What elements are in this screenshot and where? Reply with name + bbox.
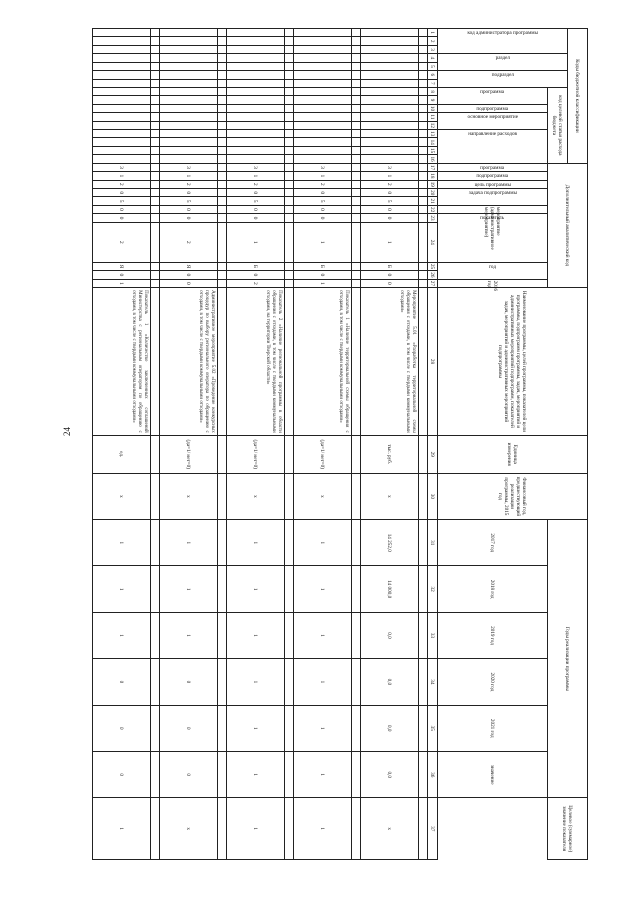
- row-name: Административное мероприятие 5.02 «Проведение конкурсных процедур по выбору регионального оператора по обращению с отходами, в том числе с твердыми коммунальными отходами»: [160, 288, 218, 436]
- row-total: 1: [93, 798, 151, 860]
- analytic-code-digit: 2: [93, 222, 151, 262]
- years-header: Годы реализации программы: [548, 520, 588, 798]
- row-fin-year: х: [93, 473, 151, 519]
- row-year-value: 1: [227, 566, 285, 612]
- row-year-value: 0,0: [361, 612, 419, 658]
- analytic-code-digit: 2: [227, 279, 285, 288]
- analytic-code-digit: Я: [93, 262, 151, 270]
- row-total: х: [160, 798, 218, 860]
- row-year-value: 1: [227, 751, 285, 797]
- analytic-code-digit: Я: [160, 262, 218, 270]
- col-num: 6: [428, 71, 438, 79]
- col-num: 14: [429, 139, 436, 145]
- col-num: 9: [428, 96, 438, 104]
- analytic-code-digit: 2: [227, 180, 285, 188]
- analytic-code-digit: 0: [227, 205, 285, 213]
- expense-code-header: код целевой статьи расхода бюджета: [548, 87, 568, 163]
- analytic-code-digit: 1: [227, 172, 285, 180]
- col-num: 20: [429, 190, 436, 196]
- spacer-row: [218, 29, 227, 860]
- analytic-code-digit: 1: [294, 222, 352, 262]
- analytic-code-digit: 1: [160, 172, 218, 180]
- y2020-header: 2020 год: [438, 659, 548, 705]
- analytic-code-digit: 0: [160, 271, 218, 279]
- row-fin-year: х: [361, 473, 419, 519]
- row-year-value: 1: [227, 520, 285, 566]
- a-program-header: программа: [480, 164, 505, 171]
- analytic-code-digit: 3: [294, 163, 352, 171]
- analytic-code-digit: 0: [93, 205, 151, 213]
- analytic-code-digit: Б: [361, 262, 419, 270]
- analytic-code-digit: 1: [93, 172, 151, 180]
- col-num: 8: [428, 87, 438, 95]
- analytic-code-digit: 3: [93, 163, 151, 171]
- row-year-value: 1: [294, 705, 352, 751]
- col-num: 32: [428, 566, 438, 612]
- col-num: 31: [428, 520, 438, 566]
- program-table: [92, 28, 588, 860]
- col-num: 35: [428, 705, 438, 751]
- row-unit: (да=1/ нет=0): [160, 435, 218, 473]
- row-year-value: 0,0: [361, 659, 419, 705]
- col-num: 28: [428, 288, 438, 436]
- analytic-code-digit: 0: [93, 189, 151, 197]
- row-name: Показатель 1 «Количество заключенных соглашений Министерства с региональным оператором по обращению с отходами, в том числе с твердыми коммунальными отходами»: [93, 288, 151, 436]
- a-subprogram-header: подпрограмма: [476, 173, 509, 180]
- row-year-value: 0: [93, 751, 151, 797]
- analytic-code-digit: 3: [227, 163, 285, 171]
- section-header: раздел: [495, 55, 510, 62]
- row-year-value: 1: [227, 705, 285, 751]
- analytic-code-digit: 2: [294, 180, 352, 188]
- row-year-value: 1: [93, 612, 151, 658]
- program-table-rotated: [92, 28, 588, 860]
- a-event-header: мероприятие (административное мероприятие): [438, 205, 548, 213]
- row-year-value: 0,0: [361, 751, 419, 797]
- spacer-row: [419, 29, 428, 860]
- col-num: 21: [429, 198, 436, 204]
- row-year-value: 1: [294, 612, 352, 658]
- row-unit: тыс. руб.: [361, 435, 419, 473]
- analytic-code-digit: 0: [227, 189, 285, 197]
- analytic-code-digit: 0: [93, 271, 151, 279]
- a-year-header: год: [488, 263, 497, 270]
- a-indicator-header: показатель: [480, 215, 505, 222]
- table-row: [93, 29, 151, 860]
- y2018-header: 2018 год: [438, 566, 548, 612]
- row-year-value: 0: [93, 705, 151, 751]
- table-row: [227, 29, 285, 860]
- analytic-code-digit: 5: [294, 197, 352, 205]
- final-header: Целевое (суммарное) значение показателя: [548, 798, 588, 860]
- row-total: 1: [227, 798, 285, 860]
- row-year-value: 1: [93, 520, 151, 566]
- col-num: 1: [428, 29, 438, 37]
- analytic-code-digit: 5: [93, 197, 151, 205]
- analytic-code-digit: 0: [361, 271, 419, 279]
- col-num: 30: [428, 473, 438, 519]
- page-number: 24: [62, 427, 72, 436]
- col-num: 15: [429, 148, 436, 154]
- spacer-row: [285, 29, 294, 860]
- col-num: 16: [429, 156, 436, 162]
- y2017-header: 2017 год: [438, 520, 548, 566]
- col-num: 17: [429, 164, 436, 171]
- analytic-code-digit: 0: [93, 214, 151, 222]
- row-total: 1: [294, 798, 352, 860]
- analytic-code-digit: 0: [160, 189, 218, 197]
- row-year-value: 1: [227, 659, 285, 705]
- analytic-code-digit: 0: [227, 271, 285, 279]
- analytic-code-digit: 0: [361, 189, 419, 197]
- analytic-code-digit: 3: [160, 163, 218, 171]
- analytic-code-digit: 1: [227, 222, 285, 262]
- analytic-code-digit: 0: [294, 271, 352, 279]
- a-goal-header: задача подпрограммы: [468, 190, 517, 197]
- col-num: 25: [429, 263, 436, 270]
- spacer-row: [352, 29, 361, 860]
- row-name: Показатель 2 «Наличие региональной программы в области обращения с отходами, в том числе с твердыми коммунальными отходами, на территории Тверской области»: [227, 288, 285, 436]
- table-row: [294, 29, 352, 860]
- analytic-code-digit: Б: [294, 262, 352, 270]
- row-unit: ед.: [93, 435, 151, 473]
- analytic-code-digit: 0: [361, 214, 419, 222]
- col-num: 12: [429, 122, 436, 128]
- a-task-header: цель программы: [474, 181, 511, 188]
- row-year-value: 1: [160, 520, 218, 566]
- subprogram-header: подпрограмма: [476, 105, 509, 112]
- y2021-header: 2021 год: [438, 705, 548, 751]
- analytic-code-digit: 2: [361, 180, 419, 188]
- col-num: 3: [428, 45, 438, 53]
- fin-year-header: Финансовый год, предшествующий реализации программы, 2015 год: [438, 473, 588, 519]
- row-year-value: 1: [294, 751, 352, 797]
- budget-codes-header: Коды бюджетной классификации: [568, 29, 588, 164]
- analytic-code-digit: 0: [361, 205, 419, 213]
- row-year-value: 1: [294, 520, 352, 566]
- analytic-code-digit: 0: [294, 205, 352, 213]
- row-unit: (да=1/ нет=0): [294, 435, 352, 473]
- row-year-value: 1: [160, 612, 218, 658]
- name-header: Наименование программы, целей программы, показателей цели программы, подпрограмм программы, задач, мероприятий и административных мероприятий подпрограмм, показателей задач, мероприятий и административных мероприятий подпрограммы: [438, 288, 588, 436]
- row-year-value: 0: [160, 751, 218, 797]
- col-num: 4: [428, 54, 438, 62]
- col-num: 27: [429, 280, 436, 286]
- subsection-header: подраздел: [491, 72, 514, 79]
- row-year-value: 0: [93, 659, 151, 705]
- row-year-value: 1: [294, 659, 352, 705]
- col-num: 37: [428, 798, 438, 860]
- col-num: 18: [429, 173, 436, 179]
- analytic-code-header: Дополнительный аналитический код: [548, 163, 588, 287]
- analytic-code-digit: 0: [227, 214, 285, 222]
- row-year-value: 14 000,0: [361, 566, 419, 612]
- analytic-code-digit: 1: [93, 279, 151, 288]
- analytic-code-digit: 0: [160, 214, 218, 222]
- analytic-code-digit: Б: [227, 262, 285, 270]
- col-num: 13: [429, 131, 436, 137]
- admin-code-header: код администратора программы: [467, 30, 538, 36]
- analytic-code-digit: 2: [93, 180, 151, 188]
- analytic-code-digit: 0: [294, 189, 352, 197]
- table-row: [361, 29, 419, 860]
- col-num: 5: [428, 62, 438, 70]
- col-num: 11: [429, 114, 436, 120]
- analytic-code-digit: 1: [361, 172, 419, 180]
- row-year-value: 1: [294, 566, 352, 612]
- row-year-value: 1: [93, 566, 151, 612]
- row-year-value: 1: [227, 612, 285, 658]
- analytic-code-digit: 5: [361, 197, 419, 205]
- y2016-header: 2016 год: [438, 279, 548, 288]
- col-num: 7: [428, 79, 438, 87]
- analytic-code-digit: 3: [361, 163, 419, 171]
- analytic-code-digit: 0: [294, 214, 352, 222]
- col-num: 23: [429, 215, 436, 221]
- table-row: [160, 29, 218, 860]
- analytic-code-digit: 0: [361, 279, 419, 288]
- col-num: 33: [428, 612, 438, 658]
- col-num: 24: [428, 222, 438, 262]
- main-event-header: основное мероприятие: [467, 114, 518, 121]
- row-year-value: 1: [160, 566, 218, 612]
- col-num: 26: [429, 272, 436, 278]
- col-num: 34: [428, 659, 438, 705]
- analytic-code-digit: 1: [361, 222, 419, 262]
- analytic-code-digit: 1: [294, 172, 352, 180]
- row-year-value: 0: [160, 705, 218, 751]
- spacer-row: [151, 29, 160, 860]
- analytic-code-digit: 2: [160, 180, 218, 188]
- analytic-code-digit: 5: [160, 197, 218, 205]
- program-header: программа: [480, 88, 505, 95]
- col-num: 10: [429, 105, 436, 112]
- col-num: 29: [428, 435, 438, 473]
- row-name: Мероприятие 5.01 «Разработка территориальной схемы обращения с отходами, в том числе с твердыми коммунальными отходами»: [361, 288, 419, 436]
- analytic-code-digit: 2: [160, 222, 218, 262]
- col-num: 22: [429, 206, 436, 213]
- col-num: 36: [428, 751, 438, 797]
- row-fin-year: х: [294, 473, 352, 519]
- row-year-value: 0: [160, 659, 218, 705]
- row-unit: (да=1/ нет=0): [227, 435, 285, 473]
- analytic-code-digit: 0: [160, 205, 218, 213]
- row-fin-year: х: [227, 473, 285, 519]
- row-total: х: [361, 798, 419, 860]
- analytic-code-digit: 5: [227, 197, 285, 205]
- direction-header: направление расходов: [468, 131, 517, 138]
- row-year-value: 0,0: [361, 705, 419, 751]
- row-name: Показатель 1 «Наличие территориальной схемы обращения с отходами, в том числе с твердыми коммунальными отходами»: [294, 288, 352, 436]
- row-year-value: 14 252,0: [361, 520, 419, 566]
- unit-header: Единица измерения: [438, 435, 588, 473]
- row-fin-year: х: [160, 473, 218, 519]
- analytic-code-digit: 0: [160, 279, 218, 288]
- col-num: 2: [428, 37, 438, 45]
- col-num: 19: [429, 181, 436, 187]
- value-header: значение: [438, 751, 548, 797]
- y2019-header: 2019 год: [438, 612, 548, 658]
- analytic-code-digit: 1: [294, 279, 352, 288]
